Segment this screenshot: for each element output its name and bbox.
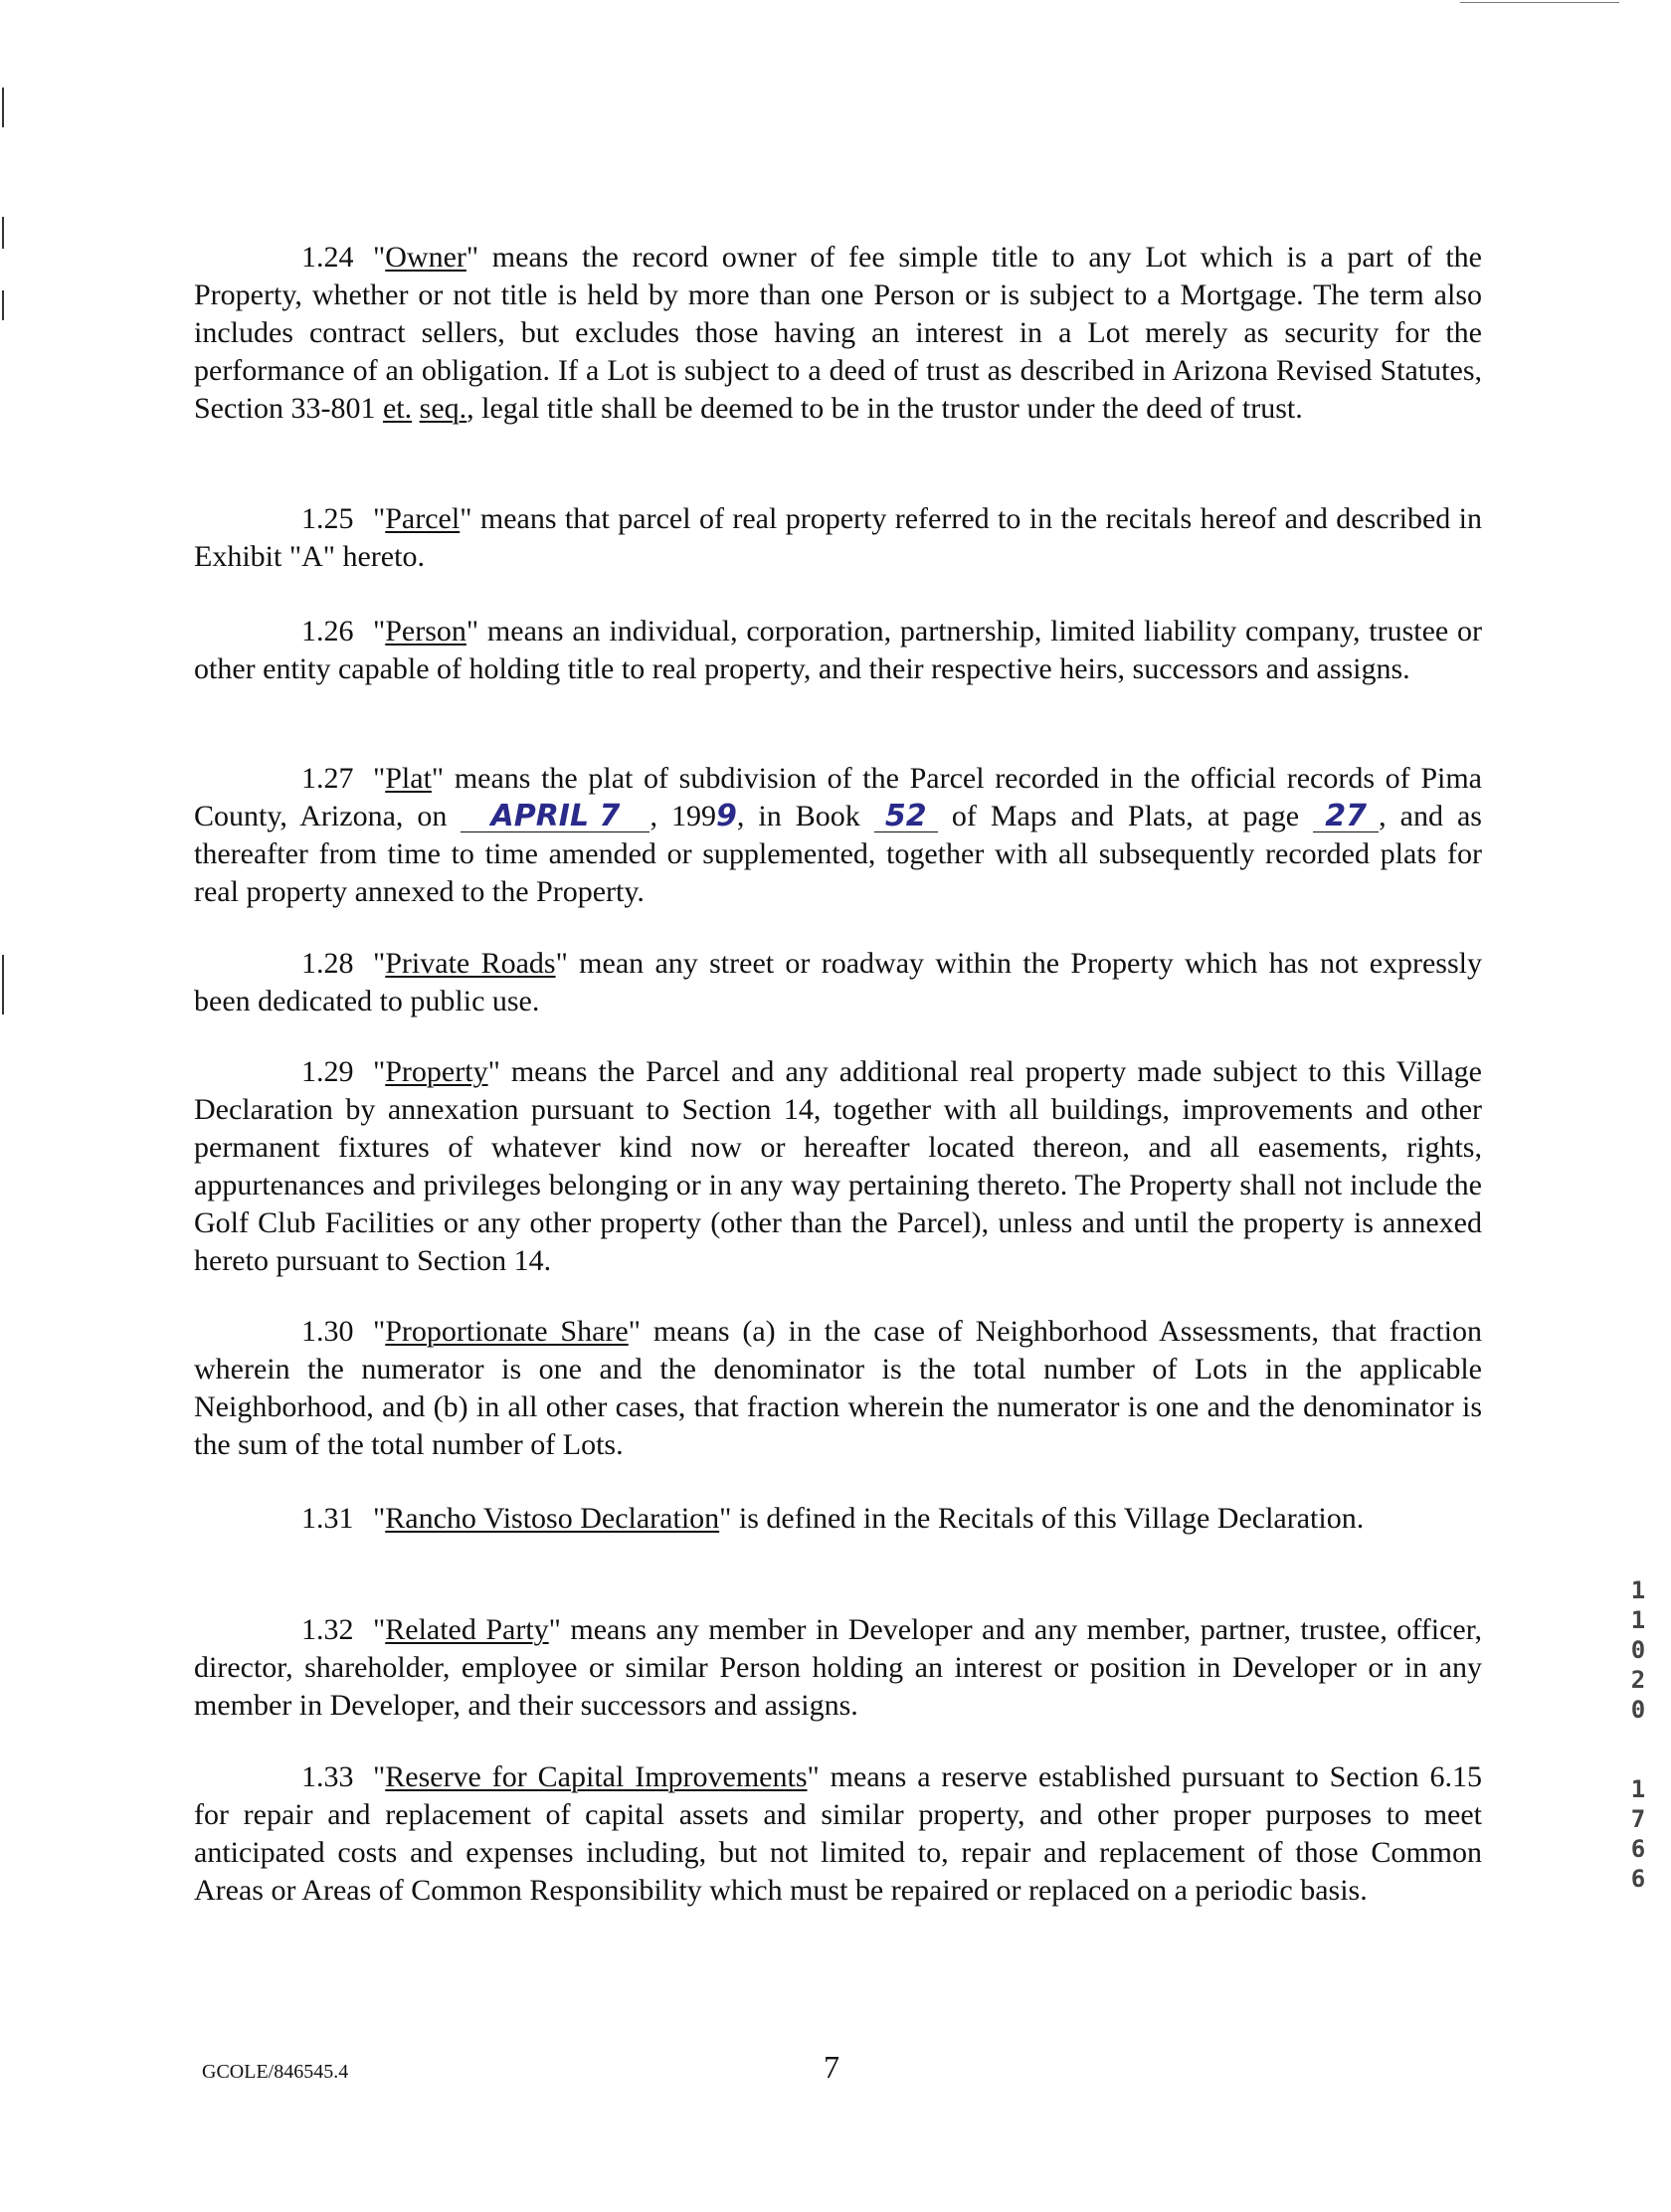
scan-mark	[2, 217, 4, 249]
section-number: 1.29	[301, 1055, 354, 1088]
stamp-digit: 0	[1630, 1636, 1646, 1664]
paragraph-1-25: 1.25 "Parcel" means that parcel of real property referred to in the recitals hereof and described in Exhibit "A" hereto.	[194, 502, 1482, 573]
stamp-digit: 2	[1630, 1666, 1646, 1694]
paragraph-1-29: 1.29 "Property" means the Parcel and any additional real property made subject to this Village Declaration by annexation pursuant to Section 14, together with all buildings, improvements and other permanent fixtures of whatever kind now or hereafter located thereon, and all easements, rights, appurtenances and privileges belonging or in any way pertaining thereto. The Property shall not include the Golf Club Facilities or any other property (other than the Parcel), unless and until the property is annexed hereto pursuant to Section 14.	[194, 1055, 1482, 1277]
scan-mark	[2, 955, 4, 1014]
paragraph-text: " means (a) in the case of Neighborhood Assessments, that fraction wherein the numerator is one and the denominator is the total number of Lots in the applicable Neighborhood, and (b) in all other cases, that fraction wherein the numerator is one and the denominator is the sum of the total number of Lots.	[194, 1315, 1482, 1461]
stamp-digit: 6	[1630, 1835, 1646, 1863]
paragraph-text: " means the Parcel and any additional real property made subject to this Village Declaration by annexation pursuant to Section 14, together with all buildings, improvements and other permanent fixtures of whatever kind now or hereafter located thereon, and all easements, rights, appurtenances and privileges belonging or in any way pertaining thereto. The Property shall not include the Golf Club Facilities or any other property (other than the Parcel), unless and until the property is annexed hereto pursuant to Section 14.	[194, 1055, 1482, 1277]
page-number: 7	[824, 2049, 839, 2085]
stamp-digit: 1	[1630, 1576, 1646, 1604]
scan-mark	[2, 290, 4, 320]
paragraph-1-31: 1.31 "Rancho Vistoso Declaration" is defined in the Recitals of this Village Declaration.	[194, 1500, 1482, 1538]
defined-term: Owner	[385, 241, 466, 274]
paragraph-text: " means an individual, corporation, partnership, limited liability company, trustee or other entity capable of holding title to real property, and their respective heirs, successors and assigns.	[194, 615, 1482, 685]
defined-term: Person	[385, 615, 466, 647]
paragraph-text: " is defined in the Recitals of this Village Declaration.	[719, 1502, 1365, 1535]
stamp-digit: 0	[1630, 1696, 1646, 1724]
paragraph-text: , in Book	[736, 800, 874, 832]
paragraph-1-32: 1.32 "Related Party" means any member in Developer and any member, partner, trustee, officer, director, shareholder, employee or similar Person holding an interest or position in Developer or in any member in Developer, and their successors and assigns.	[194, 1613, 1483, 1722]
section-number: 1.26	[301, 615, 354, 647]
defined-term: Private Roads	[385, 947, 556, 980]
defined-term: Reserve for Capital Improvements	[385, 1760, 808, 1793]
section-number: 1.32	[301, 1613, 354, 1646]
defined-term: Plat	[385, 762, 432, 795]
scan-mark	[2, 88, 4, 127]
section-number: 1.33	[301, 1760, 354, 1793]
stamp-digit: 6	[1630, 1865, 1646, 1893]
defined-term: Proportionate Share	[385, 1315, 629, 1348]
stamp-digit: 1	[1630, 1606, 1646, 1634]
stamp-digit: 1	[1630, 1775, 1646, 1803]
paragraph-text: " mean any street or roadway within the Property which has not expressly been dedicated to public use.	[194, 947, 1482, 1017]
defined-term: Property	[385, 1055, 488, 1088]
paragraph-1-26: 1.26 "Person" means an individual, corporation, partnership, limited liability company, trustee or other entity capable of holding title to real property, and their respective heirs, successors and assigns.	[194, 615, 1482, 685]
paragraph-text: , and as thereafter from time to time amended or supplemented, together with all subsequently recorded plats for real property annexed to the Property.	[194, 800, 1482, 908]
scan-mark	[1460, 2, 1619, 3]
paragraph-text: , legal title shall be deemed to be in the trustor under the deed of trust.	[466, 392, 1303, 425]
defined-term: Parcel	[385, 502, 461, 535]
paragraph-1-24: 1.24 "Owner" means the record owner of fee simple title to any Lot which is a part of the Property, whether or not title is held by more than one Person or is subject to a Mortgage. The term also includes contract sellers, but excludes those having an interest in a Lot merely as security for the performance of an obligation. If a Lot is subject to a deed of trust as described in Arizona Revised Statutes, Section 33-801 et. seq., legal title shall be deemed to be in the trustor under the deed of trust.	[194, 241, 1482, 425]
paragraph-text: " means a reserve established pursuant to Section 6.15 for repair and replacement of capital assets and similar property, and other proper purposes to meet anticipated costs and expenses including, but not limited to, repair and replacement of those Common Areas or Areas of Common Responsibility which must be repaired or replaced on a periodic basis.	[194, 1760, 1482, 1907]
paragraph-1-33: 1.33 "Reserve for Capital Improvements" means a reserve established pursuant to Section 6.15 for repair and replacement of capital assets and similar property, and other proper purposes to meet anticipated costs and expenses including, but not limited to, repair and replacement of those Common Areas or Areas of Common Responsibility which must be repaired or replaced on a periodic basis.	[194, 1760, 1482, 1907]
paragraph-text: of Maps and Plats, at page	[937, 800, 1314, 832]
paragraph-1-28: 1.28 "Private Roads" mean any street or roadway within the Property which has not expressly been dedicated to public use.	[194, 947, 1482, 1017]
section-number: 1.31	[301, 1502, 354, 1535]
latin-abbrev: seq.	[419, 392, 467, 425]
paragraph-text: , 199	[650, 800, 716, 832]
section-number: 1.27	[301, 762, 354, 795]
defined-term: Related Party	[385, 1613, 549, 1646]
document-code: GCOLE/846545.4	[202, 2061, 349, 2083]
section-number: 1.25	[301, 502, 354, 535]
handwritten-page: 27	[1313, 802, 1379, 832]
stamp-digit: 7	[1630, 1805, 1646, 1833]
latin-abbrev: et.	[382, 392, 413, 425]
handwritten-book: 52	[874, 802, 938, 832]
paragraph-text: " means any member in Developer and any member, partner, trustee, officer, director, shareholder, employee or similar Person holding an interest or position in Developer or in any member in Developer, and their successors and assigns.	[194, 1613, 1483, 1722]
defined-term: Rancho Vistoso Declaration	[385, 1502, 720, 1535]
handwritten-year-digit: 9	[715, 799, 737, 833]
section-number: 1.30	[301, 1315, 354, 1348]
paragraph-1-30: 1.30 "Proportionate Share" means (a) in the case of Neighborhood Assessments, that fraction wherein the numerator is one and the denominator is the total number of Lots in the applicable Neighborhood, and (b) in all other cases, that fraction wherein the numerator is one and the denominator is the sum of the total number of Lots.	[194, 1315, 1482, 1461]
paragraph-text: " means the record owner of fee simple title to any Lot which is a part of the Property, whether or not title is held by more than one Person or is subject to a Mortgage. The term also includes contract sellers, but excludes those having an interest in a Lot merely as security for the performance of an obligation. If a Lot is subject to a deed of trust as described in Arizona Revised Statutes, Section 33-801	[194, 241, 1482, 425]
section-number: 1.24	[301, 241, 354, 274]
paragraph-1-27: 1.27 "Plat" means the plat of subdivision of the Parcel recorded in the official records of Pima County, Arizona, on APRIL 7 , 1999, in Book 52 of Maps and Plats, at page 27 , and as thereafter from time to time amended or supplemented, together with all subsequently recorded plats for real property annexed to the Property.	[194, 762, 1482, 908]
paragraph-text: " means the plat of subdivision of the Parcel recorded in the official records of Pima County, Arizona, on	[194, 762, 1482, 832]
handwritten-date: APRIL 7	[461, 802, 650, 832]
section-number: 1.28	[301, 947, 354, 980]
paragraph-text: " means that parcel of real property referred to in the recitals hereof and described in Exhibit "A" hereto.	[194, 502, 1482, 573]
